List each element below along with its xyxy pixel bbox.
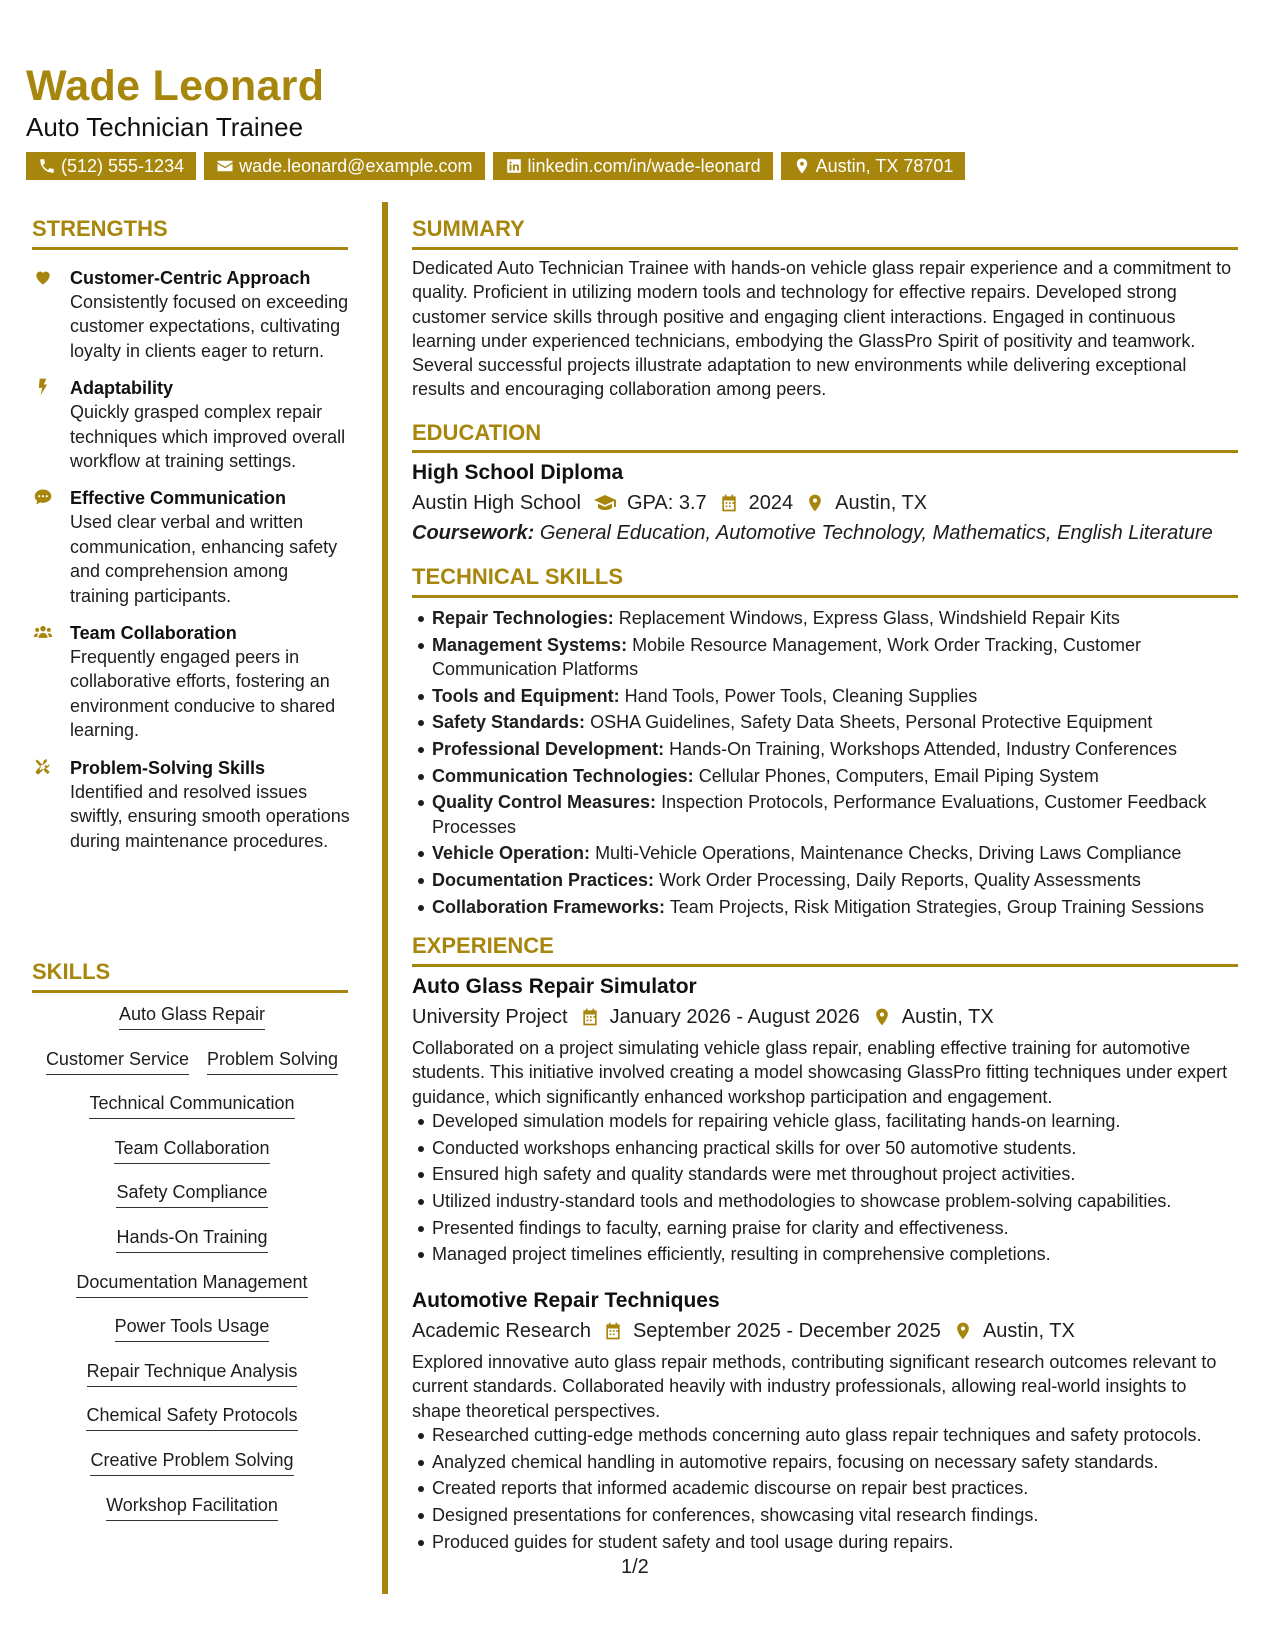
- job-title: Automotive Repair Techniques: [412, 1289, 720, 1312]
- users-icon: [33, 622, 53, 642]
- strength-desc: Quickly grasped complex repair techniques which improved overall workflow at training settings.: [70, 402, 346, 472]
- experience-heading: EXPERIENCE: [412, 933, 554, 958]
- school-location: Austin, TX: [835, 492, 928, 514]
- list-item: Ensured high safety and quality standards were met throughout project activities.: [432, 1162, 1238, 1186]
- list-item: Tools and Equipment: Hand Tools, Power Tools, Cleaning Supplies: [432, 684, 1238, 708]
- column-divider: [382, 202, 388, 1594]
- school-name: Austin High School: [412, 492, 581, 514]
- list-item: Designed presentations for conferences, showcasing vital research findings.: [432, 1503, 1238, 1527]
- skill-tag: Chemical Safety Protocols: [86, 1404, 297, 1431]
- graduation-cap-icon: [593, 491, 617, 515]
- strength-desc: Identified and resolved issues swiftly, ensuring smooth operations during maintenance procedures.: [70, 781, 350, 851]
- strength-item: [32, 486, 352, 608]
- list-item: Managed project timelines efficiently, resulting in comprehensive completions.: [432, 1242, 1238, 1266]
- list-item: Repair Technologies: Replacement Windows, Express Glass, Windshield Repair Kits: [432, 606, 1238, 630]
- job-org: University Project: [412, 1006, 568, 1028]
- location-chip: [781, 152, 966, 180]
- envelope-icon: [216, 157, 234, 175]
- strengths-rule: [32, 247, 348, 250]
- skill-tag: Safety Compliance: [116, 1181, 267, 1208]
- technical-skills-list: [412, 606, 1238, 919]
- job-dates: September 2025 - December 2025: [632, 1320, 941, 1342]
- list-item: Vehicle Operation: Multi-Vehicle Operations, Maintenance Checks, Driving Laws Compliance: [432, 841, 1238, 865]
- strength-desc: Frequently engaged peers in collaborative efforts, fostering an environment conducive to shared learning.: [70, 647, 336, 741]
- map-marker-icon: [953, 1321, 973, 1341]
- map-marker-icon: [872, 1007, 892, 1027]
- strength-item: [32, 756, 352, 853]
- list-item: Management Systems: Mobile Resource Management, Work Order Tracking, Customer Communication Platforms: [432, 633, 1238, 682]
- candidate-title: Auto Technician Trainee: [26, 112, 304, 142]
- job-bullets: [412, 1423, 1238, 1554]
- linkedin-icon: [505, 157, 523, 175]
- list-item: Professional Development: Hands-On Training, Workshops Attended, Industry Conferences: [432, 737, 1238, 761]
- degree-title: High School Diploma: [412, 461, 624, 484]
- summary-rule: [412, 247, 1238, 250]
- skill-tag: Team Collaboration: [114, 1137, 269, 1164]
- skill-tag: Power Tools Usage: [115, 1315, 270, 1342]
- list-item: Collaboration Frameworks: Team Projects, Risk Mitigation Strategies, Group Training Sessions: [432, 895, 1238, 919]
- linkedin-chip[interactable]: [493, 152, 773, 180]
- education-rule: [412, 450, 1238, 453]
- skill-tag: Auto Glass Repair: [119, 1003, 265, 1030]
- job-org: Academic Research: [412, 1320, 591, 1342]
- strength-title: Adaptability: [70, 378, 174, 399]
- phone-chip[interactable]: [26, 152, 196, 180]
- calendar-icon: [603, 1321, 623, 1341]
- strength-item: [32, 376, 352, 473]
- education-meta: [412, 490, 1238, 516]
- gpa-text: GPA: 3.7: [626, 492, 707, 514]
- experience-entry: [412, 1288, 1238, 1556]
- job-title: Auto Glass Repair Simulator: [412, 975, 697, 998]
- location-text: Austin, TX 78701: [815, 156, 954, 176]
- education-heading: EDUCATION: [412, 420, 542, 445]
- list-item: Communication Technologies: Cellular Phones, Computers, Email Piping System: [432, 764, 1238, 788]
- skills-rule: [32, 990, 348, 993]
- strength-title: Effective Communication: [70, 488, 287, 509]
- list-item: Conducted workshops enhancing practical skills for over 50 automotive students.: [432, 1136, 1238, 1160]
- comments-icon: [33, 487, 53, 507]
- job-description: Explored innovative auto glass repair methods, contributing significant research outcomes relevant to current standards. Collaborated heavily with industry professionals, allowing real-world insights to shape theoretical perspectives.: [412, 1352, 1217, 1421]
- job-meta: [412, 1004, 1238, 1030]
- list-item: Researched cutting-edge methods concerning auto glass repair techniques and safety protocols.: [432, 1423, 1238, 1447]
- list-item: Created reports that informed academic discourse on repair best practices.: [432, 1476, 1238, 1500]
- list-item: Utilized industry-standard tools and methodologies to showcase problem-solving capabilities.: [432, 1189, 1238, 1213]
- bolt-icon: [33, 377, 53, 397]
- skills-heading: SKILLS: [32, 959, 111, 984]
- page-number: 1/2: [621, 1556, 649, 1578]
- strengths-heading: STRENGTHS: [32, 216, 168, 241]
- list-item: Analyzed chemical handling in automotive repairs, focusing on necessary safety standards.: [432, 1450, 1238, 1474]
- contact-bar: [26, 152, 965, 180]
- experience-rule: [412, 964, 1238, 967]
- email-chip[interactable]: [204, 152, 484, 180]
- strengths-list: [32, 266, 352, 866]
- skill-tag: Repair Technique Analysis: [87, 1360, 298, 1387]
- email-text: wade.leonard@example.com: [239, 156, 473, 176]
- calendar-icon: [719, 493, 739, 513]
- calendar-icon: [580, 1007, 600, 1027]
- strength-title: Problem-Solving Skills: [70, 757, 266, 778]
- strength-title: Team Collaboration: [70, 623, 237, 644]
- tools-icon: [33, 757, 53, 777]
- linkedin-text: linkedin.com/in/wade-leonard: [527, 156, 761, 176]
- skill-tag: Technical Communication: [89, 1092, 294, 1119]
- list-item: Safety Standards: OSHA Guidelines, Safety Data Sheets, Personal Protective Equipment: [432, 710, 1238, 734]
- summary-heading: SUMMARY: [412, 216, 525, 241]
- list-item: Produced guides for student safety and tool usage during repairs.: [432, 1530, 1238, 1554]
- strength-item: [32, 266, 352, 363]
- technical-skills-heading: TECHNICAL SKILLS: [412, 564, 624, 589]
- experience-entry: [412, 974, 1238, 1269]
- education-entry: [412, 460, 1238, 546]
- list-item: Presented findings to faculty, earning praise for clarity and effectiveness.: [432, 1216, 1238, 1240]
- job-description: Collaborated on a project simulating vehicle glass repair, enabling effective training for automotive students. This initiative involved creating a model showcasing GlassPro fitting techniques under expert guidance, which significantly enhanced workshop participation and engagement.: [412, 1038, 1228, 1107]
- list-item: Developed simulation models for repairing vehicle glass, facilitating hands-on learning.: [432, 1109, 1238, 1133]
- skill-tag: Workshop Facilitation: [106, 1494, 278, 1521]
- job-location: Austin, TX: [901, 1006, 994, 1028]
- candidate-name: Wade Leonard: [26, 62, 325, 110]
- strength-item: [32, 621, 352, 743]
- job-location: Austin, TX: [982, 1320, 1075, 1342]
- graduation-year: 2024: [748, 492, 794, 514]
- map-marker-icon: [805, 493, 825, 513]
- list-item: Documentation Practices: Work Order Processing, Daily Reports, Quality Assessments: [432, 868, 1238, 892]
- skill-tag: Hands-On Training: [116, 1226, 267, 1253]
- phone-text: (512) 555-1234: [61, 156, 185, 176]
- job-dates: January 2026 - August 2026: [609, 1006, 860, 1028]
- strength-desc: Used clear verbal and written communication, enhancing safety and comprehension among training participants.: [70, 512, 338, 606]
- technical-skills-rule: [412, 595, 1238, 598]
- list-item: Quality Control Measures: Inspection Protocols, Performance Evaluations, Customer Feedback Processes: [432, 790, 1238, 839]
- skills-list: [32, 1003, 352, 1538]
- job-bullets: [412, 1109, 1238, 1267]
- coursework-text: General Education, Automotive Technology, Mathematics, English Literature: [539, 522, 1213, 544]
- coursework-label: Coursework:: [412, 522, 535, 544]
- strength-title: Customer-Centric Approach: [70, 268, 311, 288]
- job-meta: [412, 1318, 1238, 1344]
- phone-icon: [38, 157, 56, 175]
- strength-desc: Consistently focused on exceeding customer expectations, cultivating loyalty in clients eager to return.: [70, 292, 349, 361]
- map-marker-icon: [793, 157, 811, 175]
- coursework: [412, 520, 1238, 546]
- summary-text: Dedicated Auto Technician Trainee with hands-on vehicle glass repair experience and a commitment to quality. Proficient in utilizing modern tools and technology for effective repairs. Developed strong customer service skills through positive and engaging client interactions. Engaged in continuous learning under experienced technicians, embodying the GlassPro Spirit of positivity and teamwork. Several successful projects illustrate adaptation to new environments while delivering exceptional results and encouraging collaboration among peers.: [412, 258, 1232, 400]
- skill-tag: Creative Problem Solving: [90, 1449, 293, 1476]
- skill-tag: Customer Service: [46, 1048, 189, 1075]
- skill-tag: Problem Solving: [207, 1048, 338, 1075]
- heart-icon: [33, 267, 53, 287]
- skill-tag: Documentation Management: [76, 1271, 307, 1298]
